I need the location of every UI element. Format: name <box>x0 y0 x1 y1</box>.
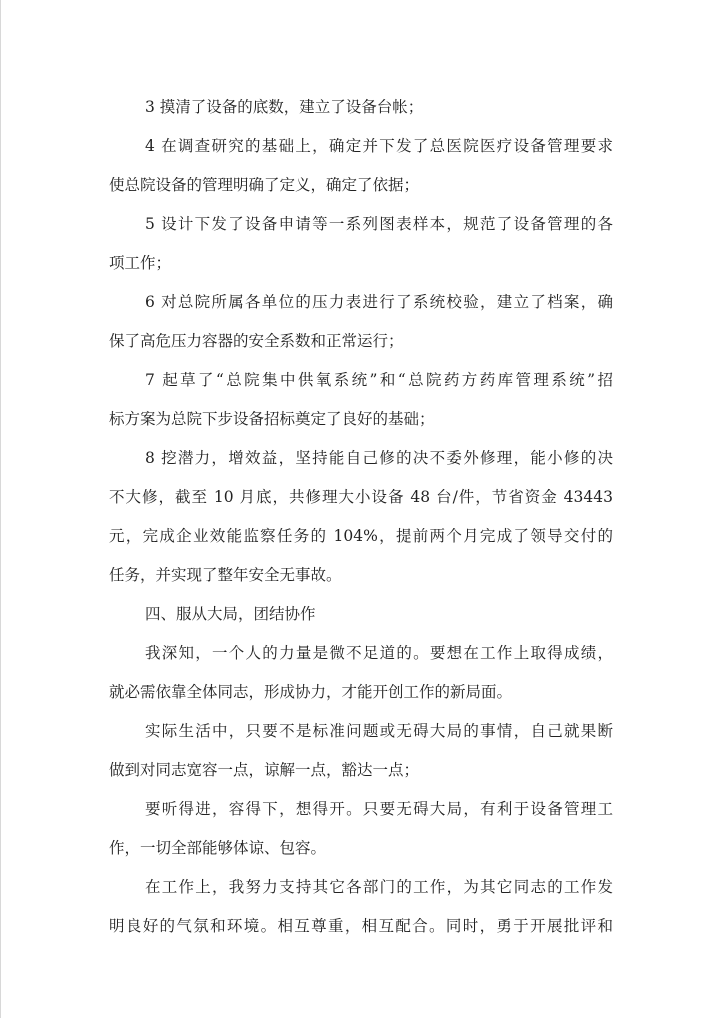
paragraph-line: 项工作； <box>109 254 172 272</box>
paragraph-line: 做到对同志宽容一点，谅解一点，豁达一点； <box>109 761 420 779</box>
paragraph-line: 任务，并实现了整年安全无事故。 <box>109 566 342 584</box>
paragraph-line: 就必需依靠全体同志，形成协力，才能开创工作的新局面。 <box>109 683 513 701</box>
paragraph-line: 明良好的气氛和环境。相互尊重，相互配合。同时，勇于开展批评和 <box>109 917 613 935</box>
paragraph-line: 我深知，一个人的力量是微不足道的。要想在工作上取得成绩， <box>145 644 613 662</box>
paragraph-line: 不大修，截至 10 月底，共修理大小设备 48 台/件，节省资金 43443 <box>109 488 613 506</box>
paragraph-line: 在工作上，我努力支持其它各部门的工作，为其它同志的工作发 <box>145 878 613 896</box>
paragraph-line: 元，完成企业效能监察任务的 104%，提前两个月完成了领导交付的 <box>109 527 613 545</box>
paragraph-line: 标方案为总院下步设备招标奠定了良好的基础； <box>109 410 435 428</box>
paragraph-line: 作，一切全部能够体谅、包容。 <box>109 839 327 857</box>
paragraph-line-item-8: 8 挖潜力，增效益，坚持能自己修的决不委外修理，能小修的决 <box>145 449 613 467</box>
paragraph-line: 要听得进，容得下，想得开。只要无碍大局，有利于设备管理工 <box>145 800 613 818</box>
paragraph-line: 实际生活中，只要不是标准问题或无碍大局的事情，自己就果断 <box>145 722 613 740</box>
paragraph-line-item-4: 4 在调查研究的基础上，确定并下发了总医院医疗设备管理要求 <box>145 137 613 155</box>
paragraph-line-item-7: 7 起草了“总院集中供氧系统”和“总院药方药库管理系统”招 <box>145 371 613 389</box>
paragraph-line: 使总院设备的管理明确了定义，确定了依据； <box>109 176 420 194</box>
paragraph-line-item-6: 6 对总院所属各单位的压力表进行了系统校验，建立了档案，确 <box>145 293 613 311</box>
paragraph-line: 保了高危压力容器的安全系数和正常运行； <box>109 332 404 350</box>
paragraph-line-item-3: 3 摸清了设备的底数，建立了设备台帐； <box>145 98 424 116</box>
paragraph-line-item-5: 5 设计下发了设备申请等一系列图表样本，规范了设备管理的各 <box>145 215 613 233</box>
section-heading: 四、服从大局，团结协作 <box>145 605 316 623</box>
document-body <box>109 88 613 946</box>
